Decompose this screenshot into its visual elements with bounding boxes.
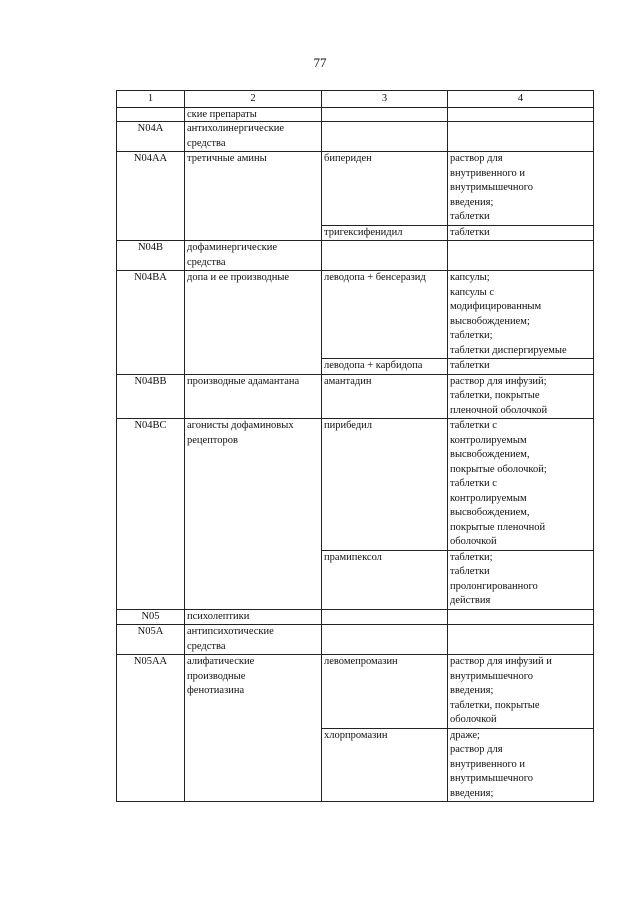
table-row: [117, 419, 594, 551]
drug-name: бипериден: [322, 152, 448, 226]
table-row: [117, 609, 594, 625]
group-name: допа и ее производные: [185, 271, 322, 375]
group-name: психолептики: [185, 609, 322, 625]
dosage-forms: капсулы; капсулы с модифицированным высвобождением; таблетки; таблетки диспергируемые: [448, 271, 594, 359]
dosage-forms: раствор для внутривенного и внутримышечного введения; таблетки: [448, 152, 594, 226]
dosage-forms: [448, 108, 594, 122]
table-row: [117, 122, 594, 152]
drug-classification-table: [116, 90, 594, 802]
group-name: антипсихотические средства: [185, 625, 322, 655]
dosage-forms: [448, 241, 594, 271]
drug-name: хлорпромазин: [322, 728, 448, 802]
table-row: [117, 655, 594, 729]
table-row: [117, 271, 594, 359]
dosage-forms: раствор для инфузий и внутримышечного введения; таблетки, покрытые оболочкой: [448, 655, 594, 729]
drug-name: [322, 625, 448, 655]
group-name: дофаминергические средства: [185, 241, 322, 271]
group-name: агонисты дофаминовых рецепторов: [185, 419, 322, 610]
dosage-forms: [448, 122, 594, 152]
table-row: [117, 625, 594, 655]
atc-code: N04BB: [117, 374, 185, 419]
dosage-forms: таблетки; таблетки пролонгированного действия: [448, 550, 594, 609]
drug-name: [322, 122, 448, 152]
group-name: производные адамантана: [185, 374, 322, 419]
table-row: [117, 108, 594, 122]
drug-name: тригексифенидил: [322, 225, 448, 241]
dosage-forms: таблетки с контролируемым высвобождением, покрытые оболочкой; таблетки с контролируемым высвобождением, покрытые пленочной оболочкой: [448, 419, 594, 551]
header-col-1: 1: [117, 91, 185, 108]
table-row: [117, 241, 594, 271]
drug-name: левомепромазин: [322, 655, 448, 729]
table-row: [117, 152, 594, 226]
drug-name: прамипексол: [322, 550, 448, 609]
atc-code: N04AA: [117, 152, 185, 241]
group-name: антихолинергические средства: [185, 122, 322, 152]
header-col-2: 2: [185, 91, 322, 108]
atc-code: N04A: [117, 122, 185, 152]
dosage-forms: таблетки: [448, 359, 594, 375]
table-header-row: [117, 91, 594, 108]
drug-name: [322, 108, 448, 122]
drug-name: пирибедил: [322, 419, 448, 551]
dosage-forms: драже; раствор для внутривенного и внутримышечного введения;: [448, 728, 594, 802]
atc-code: N04B: [117, 241, 185, 271]
drug-name: [322, 241, 448, 271]
dosage-forms: [448, 609, 594, 625]
group-name: алифатические производные фенотиазина: [185, 655, 322, 802]
dosage-forms: раствор для инфузий; таблетки, покрытые пленочной оболочкой: [448, 374, 594, 419]
atc-code: N05: [117, 609, 185, 625]
drug-name: леводопа + бенсеразид: [322, 271, 448, 359]
drug-name: [322, 609, 448, 625]
atc-code: N04BA: [117, 271, 185, 375]
drug-name: леводопа + карбидопа: [322, 359, 448, 375]
group-name: третичные амины: [185, 152, 322, 241]
page-number: 77: [313, 55, 327, 70]
header-col-3: 3: [322, 91, 448, 108]
atc-code: N05AA: [117, 655, 185, 802]
atc-code: [117, 108, 185, 122]
atc-code: N04BC: [117, 419, 185, 610]
header-col-4: 4: [448, 91, 594, 108]
table-row: [117, 374, 594, 419]
dosage-forms: таблетки: [448, 225, 594, 241]
drug-name: амантадин: [322, 374, 448, 419]
atc-code: N05A: [117, 625, 185, 655]
dosage-forms: [448, 625, 594, 655]
group-name: ские препараты: [185, 108, 322, 122]
